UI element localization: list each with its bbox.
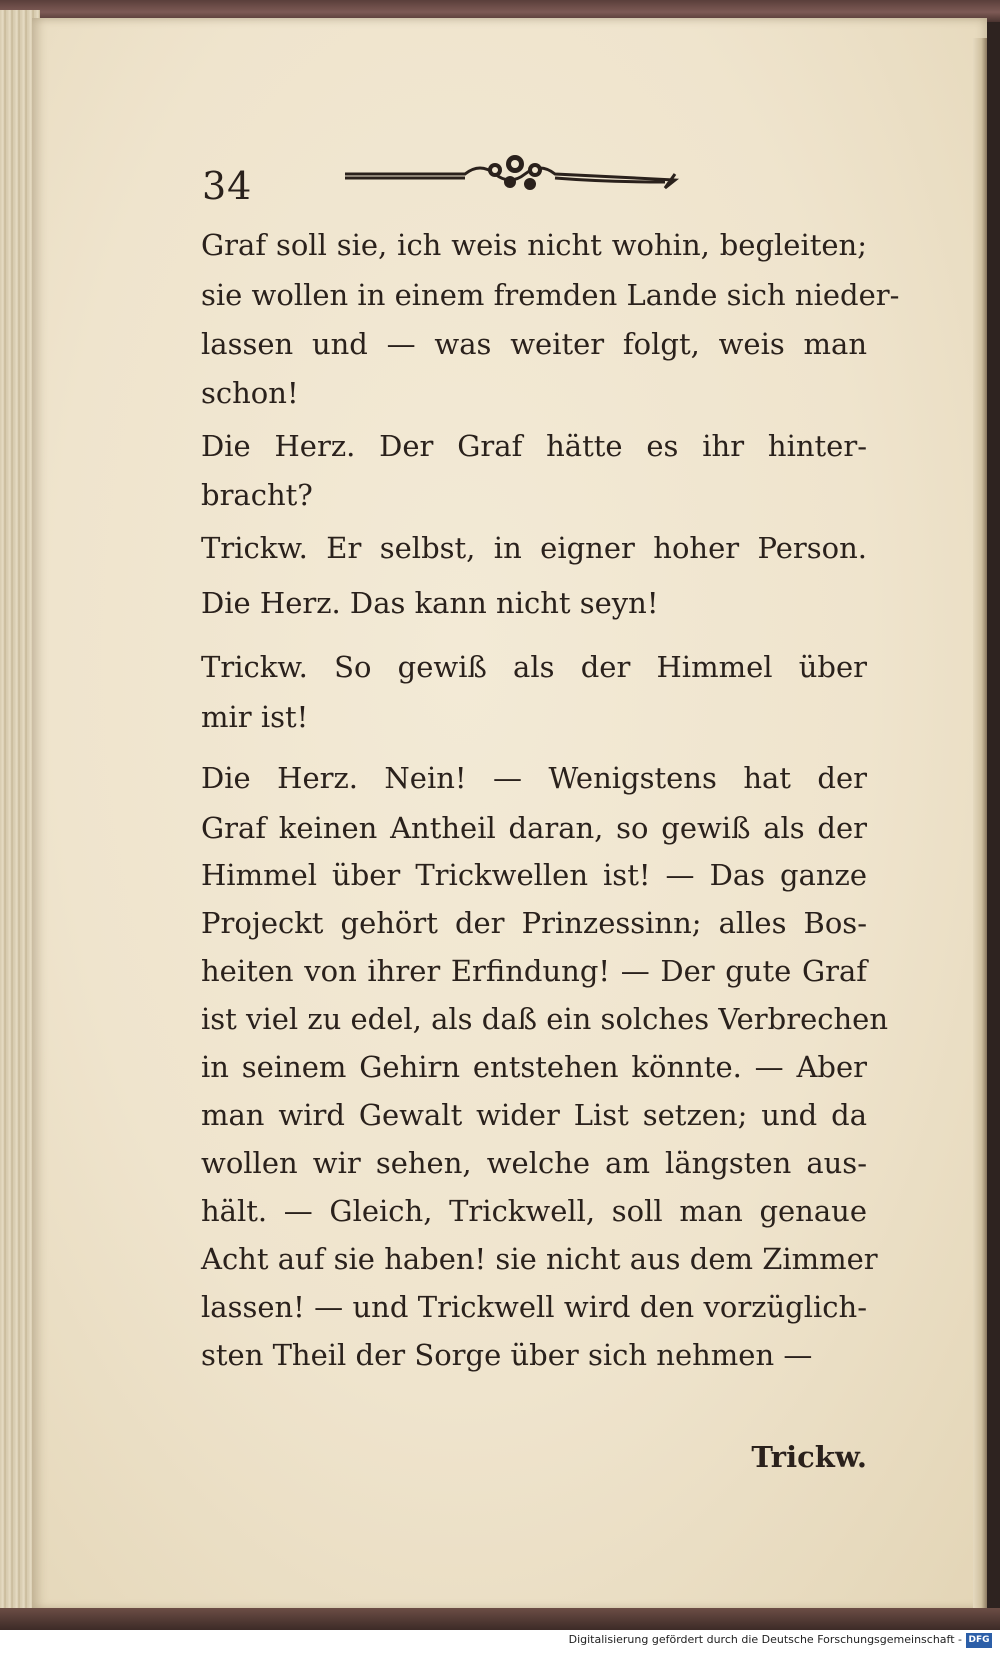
text-line-2: sie wollen in einem fremden Lande sich nieder- [201, 278, 900, 312]
digitization-credit: Digitalisierung gefördert durch die Deutsche Forschungsgemeinschaft - [568, 1633, 962, 1646]
book-cover-bottom [0, 1608, 1000, 1630]
text-line-16: ist viel zu edel, als daß ein solches Verbrechen [201, 1002, 889, 1036]
text-line-17: in seinem Gehirn entstehen könnte. — Aber [201, 1050, 867, 1084]
text-line-15: heiten von ihrer Erfindung! — Der gute Graf [201, 954, 867, 988]
dfg-logo: DFG [966, 1633, 992, 1648]
text-line-22: lassen! — und Trickwell wird den vorzüglich- [201, 1290, 867, 1324]
text-line-3: lassen und — was weiter folgt, weis man [201, 327, 867, 361]
page-number: 34 [202, 164, 253, 208]
page-right-edge [973, 38, 987, 1623]
text-line-18: man wird Gewalt wider List setzen; und da [201, 1098, 867, 1132]
text-line-23: sten Theil der Sorge über sich nehmen — [201, 1338, 813, 1372]
text-line-1: Graf soll sie, ich weis nicht wohin, begleiten; [201, 228, 867, 262]
text-line-6: bracht? [201, 478, 313, 512]
text-line-13: Himmel über Trickwellen ist! — Das ganze [201, 858, 867, 892]
text-line-8: Die Herz. Das kann nicht seyn! [201, 586, 659, 620]
text-line-21: Acht auf sie haben! sie nicht aus dem Zimmer [201, 1242, 878, 1276]
catchword: Trickw. [751, 1440, 867, 1474]
text-line-10: mir ist! [201, 700, 309, 734]
text-line-4: schon! [201, 376, 299, 410]
text-line-12: Graf keinen Antheil daran, so gewiß als der [201, 811, 867, 845]
text-line-14: Projeckt gehört der Prinzessinn; alles Bos- [201, 906, 867, 940]
floral-ribbon-ornament-icon [345, 152, 690, 202]
text-line-7: Trickw. Er selbst, in eigner hoher Person. [201, 531, 867, 565]
text-line-11: Die Herz. Nein! — Wenigstens hat der [201, 761, 867, 795]
text-line-20: hält. — Gleich, Trickwell, soll man genaue [201, 1194, 867, 1228]
text-line-9: Trickw. So gewiß als der Himmel über [201, 650, 867, 684]
text-line-19: wollen wir sehen, welche am längsten aus- [201, 1146, 867, 1180]
text-line-5: Die Herz. Der Graf hätte es ihr hinter- [201, 429, 867, 463]
